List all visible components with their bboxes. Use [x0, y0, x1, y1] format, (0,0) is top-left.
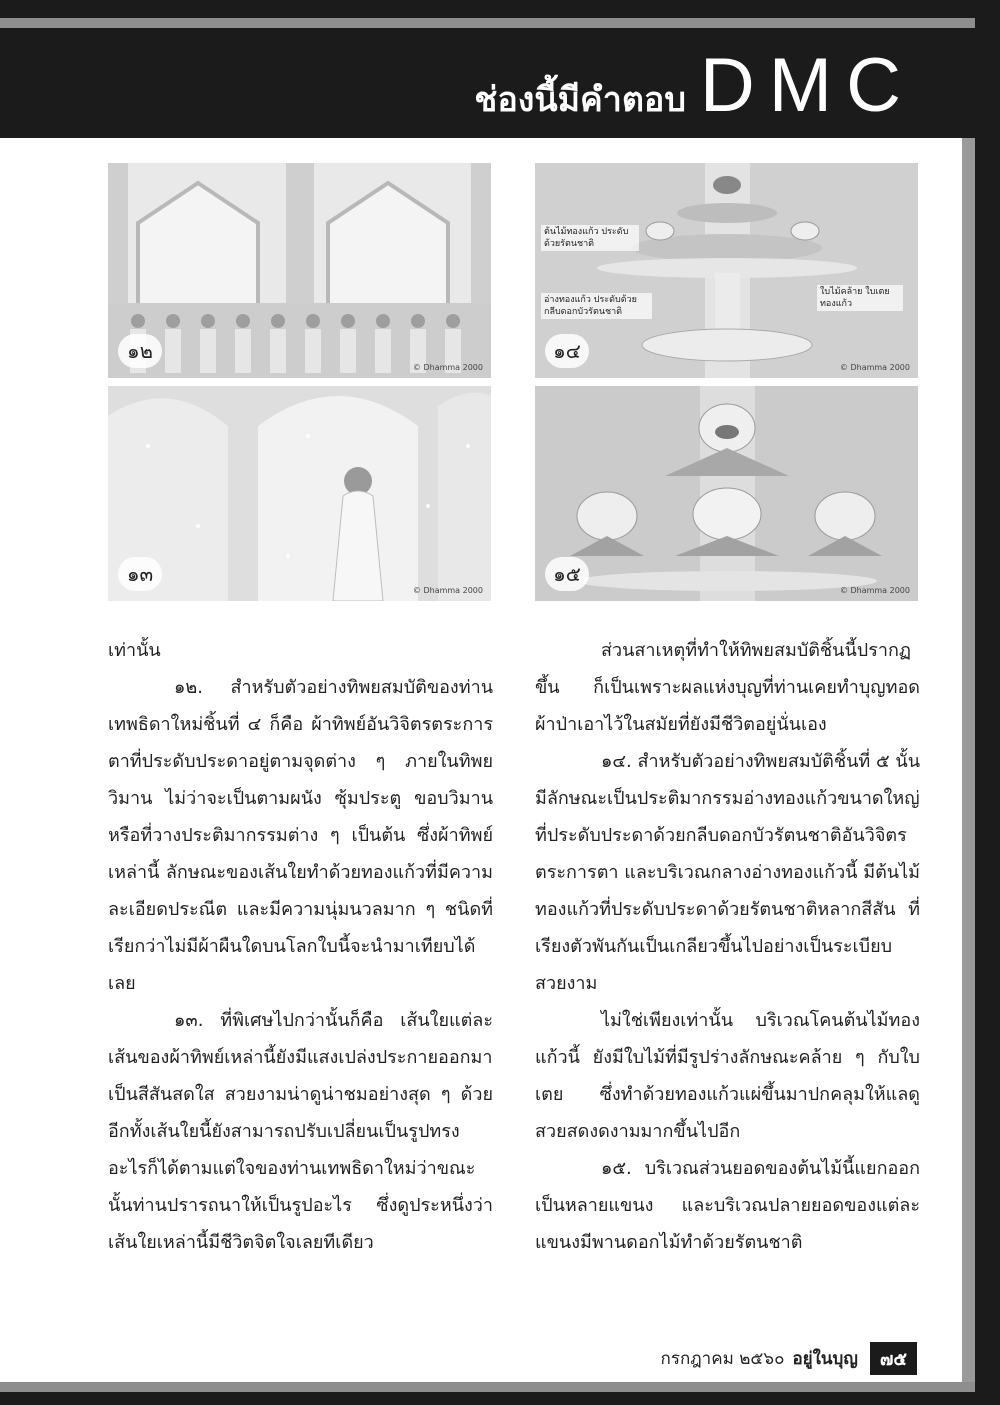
- top-gray-bar: [0, 18, 975, 28]
- figure-15: [535, 386, 918, 601]
- figure-copyright: © Dhamma 2000: [412, 363, 483, 372]
- figure-14-label-basin: อ่างทองแก้ว ประดับด้วย กลีบดอกบัวรัตนชาติ: [541, 293, 652, 319]
- paragraph: ๑๒. สำหรับตัวอย่างทิพยสมบัติของท่านเทพธิดาใหม่ชิ้นที่ ๔ ก็คือ ผ้าทิพย์อันวิจิตรตระการตาที่ประดับประดาอยู่ตามจุดต่าง ๆ ภายในทิพยวิมาน ไม่ว่าจะเป็นตามผนัง ซุ้มประตู ขอบวิมาน หรือที่วางประติมากรรมต่าง ๆ เป็นต้น ซึ่งผ้าทิพย์เหล่านี้ ลักษณะของเส้นใยทำด้วยทองแก้วที่มีความละเอียดประณีต และมีความนุ่มนวลมาก ๆ ชนิดที่เรียกว่าไม่มีผ้าผืนใดบนโลกใบนี้จะนำมาเทียบได้เลย: [108, 677, 493, 994]
- header-brand: DMC: [699, 43, 915, 128]
- footer-date: กรกฎาคม ๒๕๖๐: [660, 1349, 785, 1369]
- bottom-gray-bar: [0, 1382, 975, 1392]
- page-number: ๗๕: [870, 1342, 917, 1375]
- figure-number: ๑๒: [118, 334, 162, 368]
- figure-13-illustration: [108, 386, 491, 601]
- side-gray-bar: [962, 138, 975, 1383]
- paragraph: ส่วนสาเหตุที่ทำให้ทิพยสมบัติชิ้นนี้ปรากฏขึ้น ก็เป็นเพราะผลแห่งบุญที่ท่านเคยทำบุญทอดผ้าป่าเอาไว้ในสมัยที่ยังมีชีวิตอยู่นั่นเอง: [535, 640, 920, 735]
- section-header: [474, 43, 915, 128]
- page-footer: [661, 1342, 917, 1375]
- header-title-thai: ช่องนี้มีคำตอบ: [474, 80, 686, 120]
- figure-15-illustration: [535, 386, 918, 601]
- left-column: [108, 632, 493, 1261]
- figure-12-illustration: [108, 163, 491, 378]
- figure-copyright: © Dhamma 2000: [839, 586, 910, 595]
- right-column: [535, 632, 920, 1261]
- figure-number: ๑๔: [545, 334, 589, 368]
- footer-publication: อยู่ในบุญ: [792, 1349, 858, 1369]
- figure-13: [108, 386, 491, 601]
- figure-14-illustration: [535, 163, 918, 378]
- paragraph: ไม่ใช่เพียงเท่านั้น บริเวณโคนต้นไม้ทองแก้วนี้ ยังมีใบไม้ที่มีรูปร่างลักษณะคล้าย ๆ กับใบเตย ซึ่งทำด้วยทองแก้วแผ่ขึ้นมาปกคลุมให้แลดูสวยสดงดงามมากขึ้นไปอีก: [535, 1010, 920, 1142]
- figure-copyright: © Dhamma 2000: [412, 586, 483, 595]
- figure-12: [108, 163, 491, 378]
- figure-14: [535, 163, 918, 378]
- paragraph: ๑๕. บริเวณส่วนยอดของต้นไม้นี้แยกออกเป็นหลายแขนง และบริเวณปลายยอดของแต่ละแขนงมีพานดอกไม้ทำด้วยรัตนชาติ: [535, 1158, 920, 1253]
- paragraph: เท่านั้น: [108, 640, 161, 661]
- figure-number: ๑๕: [545, 557, 589, 591]
- paragraph: ๑๔. สำหรับตัวอย่างทิพยสมบัติชิ้นที่ ๕ นั้น มีลักษณะเป็นประติมากรรมอ่างทองแก้วขนาดใหญ่ที่ประดับประดาด้วยกลีบดอกบัวรัตนชาติอันวิจิตรตระการตา และบริเวณกลางอ่างทองแก้วนี้ มีต้นไม้ทองแก้วที่ประดับประดาด้วยรัตนชาติหลากสีสัน ที่เรียงตัวพันกันเป็นเกลียวขึ้นไปอย่างเป็นระเบียบสวยงาม: [535, 751, 920, 994]
- figure-14-label-tree: ต้นไม้ทองแก้ว ประดับด้วยรัตนชาติ: [541, 225, 639, 251]
- figure-number: ๑๓: [118, 557, 162, 591]
- figure-copyright: © Dhamma 2000: [839, 363, 910, 372]
- paragraph: ๑๓. ที่พิเศษไปกว่านั้นก็คือ เส้นใยแต่ละเส้นของผ้าทิพย์เหล่านี้ยังมีแสงเปล่งประกายออกมาเป็นสีสันสดใส สวยงามน่าดูน่าชมอย่างสุด ๆ ด้วย อีกทั้งเส้นใยนี้ยังสามารถปรับเปลี่ยนเป็นรูปทรงอะไรก็ได้ตามแต่ใจของท่านเทพธิดาใหม่ว่าขณะนั้นท่านปรารถนาให้เป็นรูปอะไร ซึ่งดูประหนึ่งว่าเส้นใยเหล่านี้มีชีวิตจิตใจเลยทีเดียว: [108, 1010, 493, 1253]
- figure-14-label-leaves: ใบไม้คล้าย ใบเตยทองแก้ว: [817, 285, 903, 311]
